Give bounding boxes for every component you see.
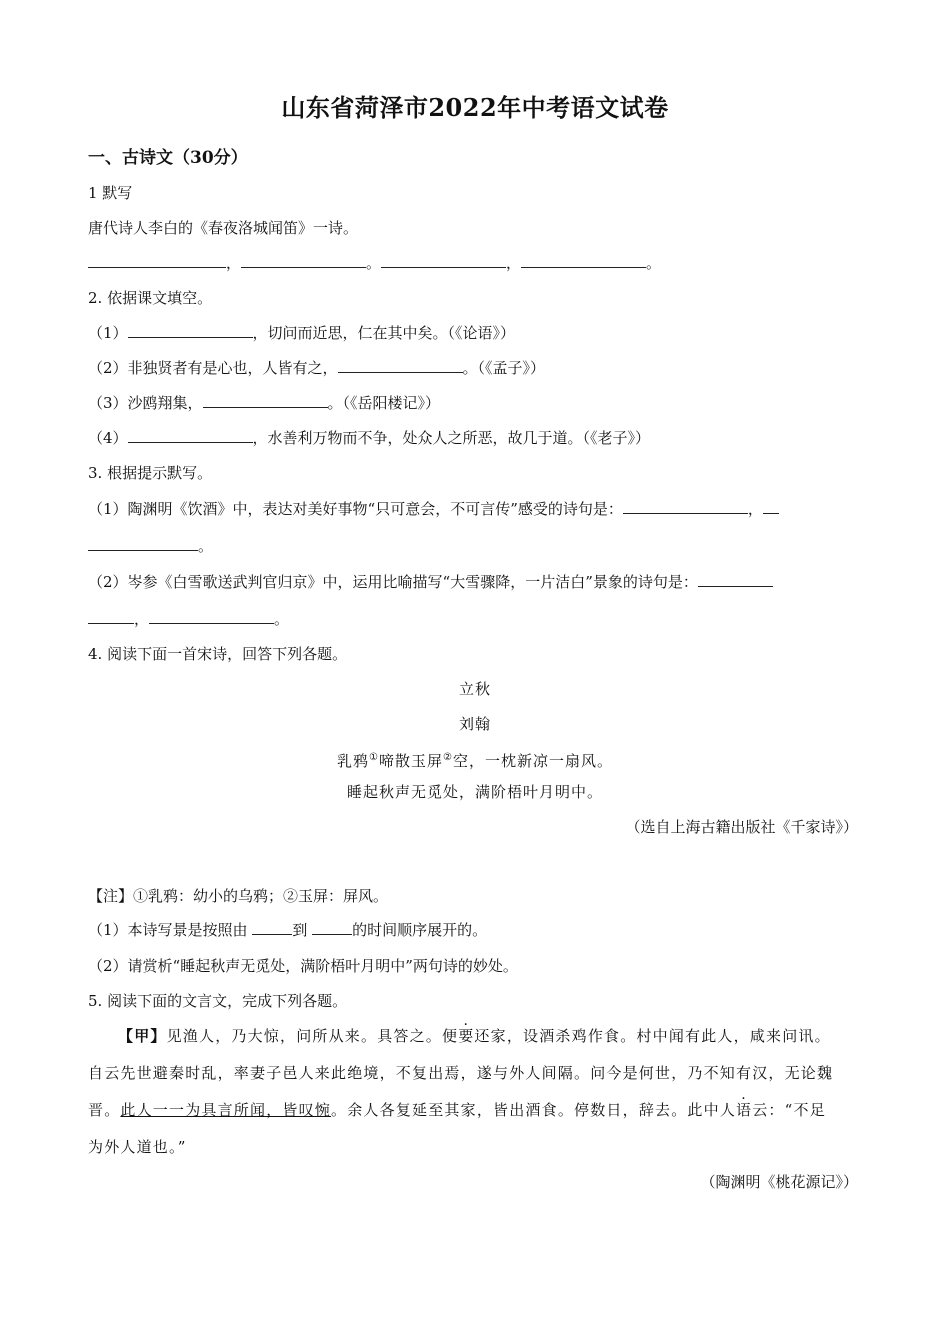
answer-blank[interactable] bbox=[88, 609, 134, 624]
answer-blank[interactable] bbox=[312, 920, 352, 935]
passage-line-3: 晋。此人一一为具言所闻，皆叹惋。余人各复延至其家，皆出酒食。停数日，辞去。此中人语云：“不足 bbox=[88, 1101, 826, 1119]
answer-blank[interactable] bbox=[128, 323, 253, 338]
answer-blank[interactable] bbox=[149, 609, 274, 624]
passage-source: （陶渊明《桃花源记》） bbox=[700, 1173, 858, 1191]
question-3-item-1-cont: 。 bbox=[88, 536, 213, 556]
question-3-item-2: （2）岑参《白雪歌送武判官归京》中，运用比喻描写“大雪骤降，一片洁白”景象的诗句是： bbox=[88, 572, 773, 592]
answer-blank[interactable] bbox=[88, 536, 198, 551]
section-heading-classical-poetry: 一、古诗文（30分） bbox=[88, 148, 248, 168]
question-2-label: 2. 依据课文填空。 bbox=[88, 289, 213, 307]
passage-line-4: 为外人道也。” bbox=[88, 1138, 187, 1156]
answer-blank[interactable] bbox=[623, 499, 748, 514]
answer-blank[interactable] bbox=[763, 499, 779, 514]
question-2-item-1: （1） ，切问而近思，仁在其中矣。（《论语》） bbox=[88, 324, 516, 342]
poem-line-1: 乳鸦①啼散玉屏②空，一枕新凉一扇风。 bbox=[337, 752, 613, 770]
page-title: 山东省菏泽市2022年中考语文试卷 bbox=[281, 93, 669, 122]
footnote-marker: ① bbox=[369, 752, 379, 763]
question-1-answer-row: ， 。 ， 。 bbox=[88, 253, 661, 273]
question-4-sub-1: （1）本诗写景是按照由 到 的时间顺序展开的。 bbox=[88, 921, 488, 939]
poem-note: 【注】①乳鸦：幼小的乌鸦；②玉屏：屏风。 bbox=[88, 887, 389, 905]
question-3-label: 3. 根据提示默写。 bbox=[88, 464, 213, 482]
poem-source: （选自上海古籍出版社《千家诗》） bbox=[625, 818, 858, 836]
question-4-label: 4. 阅读下面一首宋诗，回答下列各题。 bbox=[88, 645, 348, 663]
poem-title: 立秋 bbox=[458, 680, 491, 698]
question-3-item-1: （1）陶渊明《饮酒》中，表达对美好事物“只可意会，不可言传”感受的诗句是： ， bbox=[88, 499, 779, 519]
question-4-sub-2: （2）请赏析“睡起秋声无觅处，满阶梧叶月明中”两句诗的妙处。 bbox=[88, 957, 518, 975]
underlined-sentence: 此人一一为具言所闻，皆叹惋 bbox=[120, 1101, 332, 1119]
answer-blank[interactable] bbox=[698, 572, 773, 587]
answer-blank[interactable] bbox=[128, 428, 253, 443]
answer-blank[interactable] bbox=[203, 393, 328, 408]
question-5-label: 5. 阅读下面的文言文，完成下列各题。 bbox=[88, 992, 348, 1010]
poem-line-2: 睡起秋声无觅处，满阶梧叶月明中。 bbox=[346, 783, 603, 801]
question-2-item-4: （4） ，水善利万物而不争，处众人之所恶，故几于道。（《老子》） bbox=[88, 429, 651, 447]
question-1-label: 1 默写 bbox=[88, 184, 133, 202]
answer-blank[interactable] bbox=[241, 253, 366, 268]
answer-blank[interactable] bbox=[521, 253, 646, 268]
footnote-marker: ② bbox=[443, 752, 453, 763]
question-1-prompt: 唐代诗人李白的《春夜洛城闻笛》一诗。 bbox=[88, 219, 359, 237]
answer-blank[interactable] bbox=[252, 920, 292, 935]
answer-blank[interactable] bbox=[88, 253, 226, 268]
passage-line-1: 【甲】见渔人，乃大惊，问所从来。具答之。便要还家，设酒杀鸡作食。村中闻有此人，咸来问讯。 bbox=[118, 1027, 831, 1045]
question-3-item-2-cont: ， 。 bbox=[88, 609, 289, 629]
passage-line-2: 自云先世避秦时乱，率妻子邑人来此绝境，不复出焉，遂与外人间隔。问今是何世，乃不知有汉，无论魏 bbox=[88, 1064, 834, 1082]
question-2-item-3: （3）沙鸥翔集， 。（《岳阳楼记》） bbox=[88, 394, 441, 412]
question-2-item-2: （2）非独贤者有是心也，人皆有之， 。（《孟子》） bbox=[88, 359, 546, 377]
answer-blank[interactable] bbox=[381, 253, 506, 268]
poem-author: 刘翰 bbox=[458, 715, 491, 733]
answer-blank[interactable] bbox=[338, 358, 463, 373]
